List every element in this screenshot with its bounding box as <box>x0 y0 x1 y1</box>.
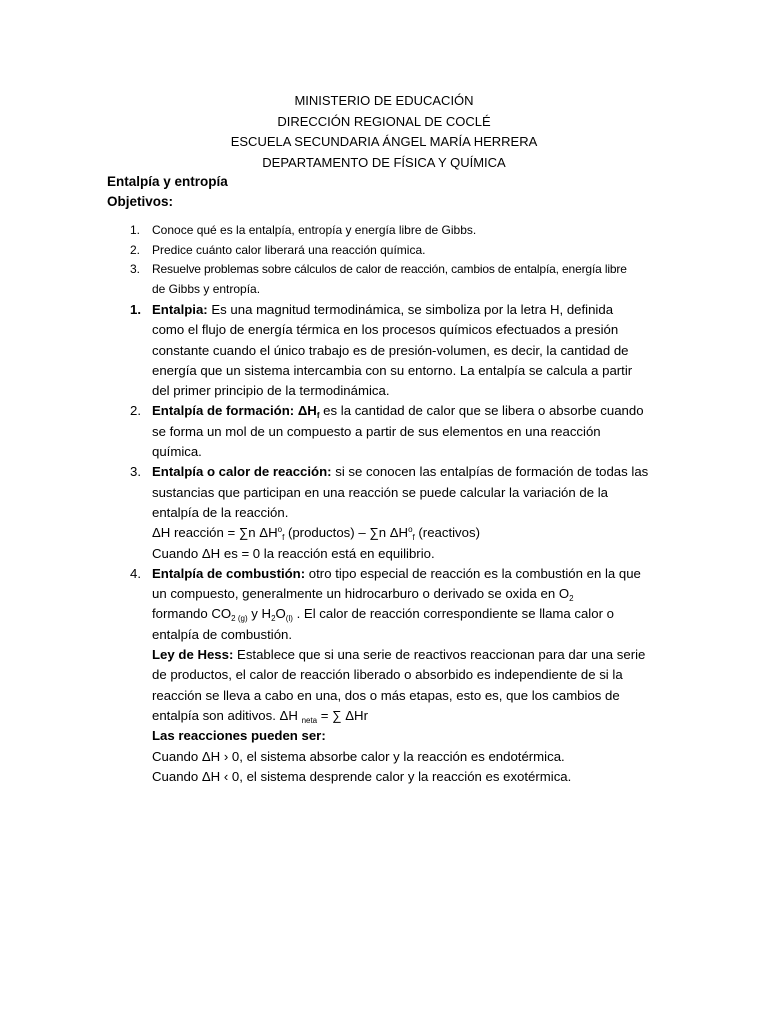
concept-text: se forma un mol de un compuesto a partir de sus elementos en una reacción <box>152 423 601 439</box>
concept-text <box>152 604 660 624</box>
concept-term: Entalpía de formación: <box>152 403 295 419</box>
concept-text: es la cantidad de calor que se libera o absorbe cuando <box>319 403 644 419</box>
concept-text: como el flujo de energía térmica en los procesos químicos efectuados a presión <box>152 322 619 338</box>
objective-text: Conoce qué es la entalpía, entropía y energía libre de Gibbs. <box>152 223 477 237</box>
concept-content <box>152 564 660 787</box>
concept-content <box>152 462 660 563</box>
equation-part: (reactivos) <box>414 525 480 541</box>
formula-subscript: neta <box>301 715 318 725</box>
header-ministry: MINISTERIO DE EDUCACIÓN <box>294 93 474 108</box>
objective-number: 3. <box>130 262 141 276</box>
concept-number: 2. <box>130 403 141 419</box>
objective-number: 2. <box>130 242 141 257</box>
equation-part: ΔH reacción = ∑n ΔH <box>152 525 278 541</box>
equation-subscript: f <box>412 533 415 543</box>
concept-text: entalpía de la reacción. <box>152 504 289 520</box>
symbol-subscript: f <box>316 411 320 421</box>
objectives-heading: Objetivos: <box>107 193 174 209</box>
concept-text: energía que un sistema intercambia con su entorno. La entalpía se calcula a partir <box>152 362 633 378</box>
header-school: ESCUELA SECUNDARIA ÁNGEL MARÍA HERRERA <box>230 134 538 149</box>
concept-text: si se conocen las entalpías de formación de todas las <box>331 464 649 480</box>
concept-content <box>152 300 660 401</box>
concept-term: Ley de Hess: <box>152 647 234 663</box>
text-part: O <box>275 606 286 622</box>
concept-text: Cuando ΔH es = 0 la reacción está en equilibrio. <box>152 545 435 561</box>
text-part: un compuesto, generalmente un hidrocarburo o derivado se oxida en O <box>152 586 570 602</box>
concept-text: otro tipo especial de reacción es la combustión en la que <box>305 565 641 581</box>
objective-line: Resuelve problemas sobre cálculos de calor de reacción, cambios de entalpía, energía libre <box>152 262 627 276</box>
concept-text: Es una magnitud termodinámica, se simboliza por la letra H, definida <box>207 302 614 317</box>
concept-number: 3. <box>130 464 141 480</box>
document-header <box>0 91 768 173</box>
concept-number: 4. <box>130 565 141 581</box>
concept-reaccion <box>130 462 660 563</box>
concept-entalpia <box>130 300 660 401</box>
concept-content <box>152 401 660 462</box>
concept-text: del primer principio de la termodinámica. <box>152 383 390 399</box>
concept-text: química. <box>152 444 202 460</box>
exothermic-rule: Cuando ΔH ‹ 0, el sistema desprende calor y la reacción es exotérmica. <box>152 768 572 784</box>
objective-item <box>130 221 670 241</box>
concept-text: reacción se lleva a cabo en una, dos o más etapas, esto es, que los cambios de <box>152 687 620 703</box>
concept-formacion <box>130 401 660 462</box>
header-regional: DIRECCIÓN REGIONAL DE COCLÉ <box>277 113 491 129</box>
concept-text: entalpía de combustión. <box>152 626 293 642</box>
formula-subscript: (l) <box>285 614 293 624</box>
header-department: DEPARTAMENTO DE FÍSICA Y QUÍMICA <box>262 154 506 170</box>
text-part: entalpía son aditivos. ΔH <box>152 707 302 723</box>
objective-item <box>130 260 670 299</box>
equation-superscript: o <box>408 525 413 535</box>
equation-superscript: o <box>277 525 283 535</box>
concept-text <box>152 706 660 726</box>
equation-part: (productos) – ∑n ΔH <box>284 525 409 541</box>
concept-text: de productos, el calor de reacción liberado o absorbido es independiente de si la <box>152 667 623 683</box>
text-part: = ∑ ΔHr <box>317 707 368 723</box>
equation-subscript: f <box>282 533 285 543</box>
objective-line: de Gibbs y entropía. <box>152 281 261 296</box>
objective-item <box>130 241 670 261</box>
objective-text <box>152 260 670 299</box>
concept-number: 1. <box>130 302 141 317</box>
concept-text: constante cuando el único trabajo es de presión-volumen, es decir, la cantidad de <box>152 342 629 358</box>
hess-law <box>152 645 660 665</box>
formula-subscript: 2 <box>271 614 276 624</box>
concept-text <box>152 584 660 604</box>
concept-text: sustancias que participan en una reacción se puede calcular la variación de la <box>152 484 608 500</box>
concept-term: Entalpía de combustión: <box>152 565 306 581</box>
concepts-list <box>130 300 660 787</box>
concept-text: Establece que si una serie de reactivos reaccionan para dar una serie <box>233 647 646 663</box>
text-part: y H <box>247 606 272 622</box>
text-part: formando CO <box>152 606 232 622</box>
reaction-equation <box>152 523 660 543</box>
reactions-heading: Las reacciones pueden ser: <box>152 728 326 744</box>
concept-term: Entalpia: <box>152 302 208 317</box>
text-part: . El calor de reacción correspondiente se llama calor o <box>292 606 614 622</box>
topic-block <box>107 172 228 211</box>
formula-subscript: 2 (g) <box>231 614 248 624</box>
topic-title: Entalpía y entropía <box>107 174 228 189</box>
objective-text: Predice cuánto calor liberará una reacción química. <box>152 242 426 257</box>
objective-number: 1. <box>130 223 141 237</box>
concept-combustion <box>130 564 660 787</box>
formula-subscript: 2 <box>569 594 574 604</box>
endothermic-rule: Cuando ΔH › 0, el sistema absorbe calor y la reacción es endotérmica. <box>152 748 565 764</box>
concept-term: Entalpía o calor de reacción: <box>152 464 332 480</box>
objectives-list <box>130 221 670 299</box>
enthalpy-symbol: ΔH <box>297 403 317 419</box>
